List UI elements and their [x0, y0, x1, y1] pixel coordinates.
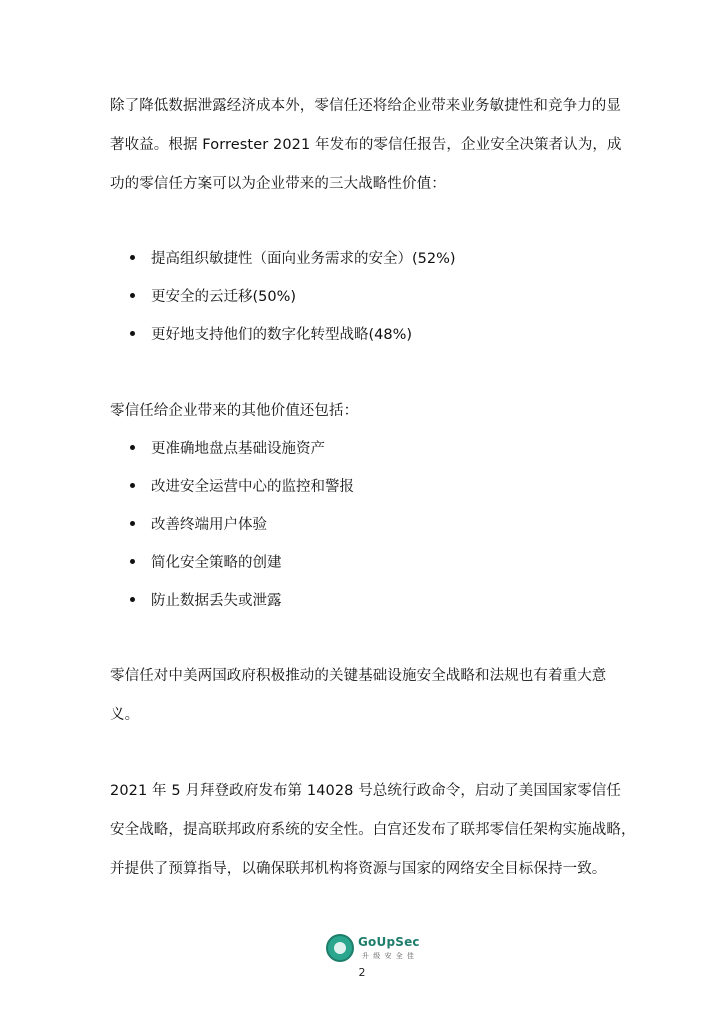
list-item-text: 防止数据丢失或泄露	[151, 593, 282, 609]
bullet-icon	[130, 521, 135, 526]
logo-subtitle: 升 级 安 全 佳	[362, 952, 415, 960]
bullet-icon	[130, 597, 135, 602]
paragraph-line: 并提供了预算指导，以确保联邦机构将资源与国家的网络安全目标保持一致。	[110, 861, 607, 877]
bullet-icon	[130, 559, 135, 564]
list-item-text: 提高组织敏捷性（面向业务需求的安全）(52%)	[151, 251, 456, 267]
list-item	[130, 325, 412, 345]
bullet-icon	[130, 255, 135, 260]
bullet-icon	[130, 331, 135, 336]
list-item-text: 更安全的云迁移(50%)	[151, 289, 297, 305]
list-item	[130, 553, 282, 573]
paragraph-line: 功的零信任方案可以为企业带来的三大战略性价值：	[110, 176, 446, 192]
paragraph-line: 零信任给企业带来的其他价值还包括：	[110, 403, 359, 419]
paragraph-line: 2021 年 5 月拜登政府发布第 14028 号总统行政命令，启动了美国国家零信任	[110, 783, 621, 799]
bullet-icon	[130, 483, 135, 488]
footer-logo	[326, 934, 420, 966]
logo-name: GoUpSec	[358, 935, 420, 949]
paragraph-line: 义。	[110, 707, 140, 723]
list-item-text: 更好地支持他们的数字化转型战略(48%)	[151, 327, 413, 343]
paragraph-line: 零信任对中美两国政府积极推动的关键基础设施安全战略和法规也有着重大意	[110, 668, 607, 684]
list-item-text: 更准确地盘点基础设施资产	[151, 441, 325, 457]
list-item	[130, 439, 325, 459]
list-item	[130, 477, 354, 497]
list-item	[130, 249, 456, 269]
globe-icon	[326, 934, 354, 962]
list-item	[130, 287, 296, 307]
list-item-text: 改善终端用户体验	[151, 517, 267, 533]
list-item	[130, 591, 282, 611]
page-number: 2	[358, 966, 366, 979]
bullet-icon	[130, 445, 135, 450]
paragraph-line: 安全战略，提高联邦政府系统的安全性。白宫还发布了联邦零信任架构实施战略，	[110, 822, 636, 838]
bullet-icon	[130, 293, 135, 298]
list-item	[130, 515, 267, 535]
paragraph-line: 著收益。根据 Forrester 2021 年发布的零信任报告，企业安全决策者认为，成	[110, 137, 622, 153]
list-item-text: 改进安全运营中心的监控和警报	[151, 479, 354, 495]
list-item-text: 简化安全策略的创建	[151, 555, 282, 571]
paragraph-line: 除了降低数据泄露经济成本外，零信任还将给企业带来业务敏捷性和竞争力的显	[110, 98, 621, 114]
